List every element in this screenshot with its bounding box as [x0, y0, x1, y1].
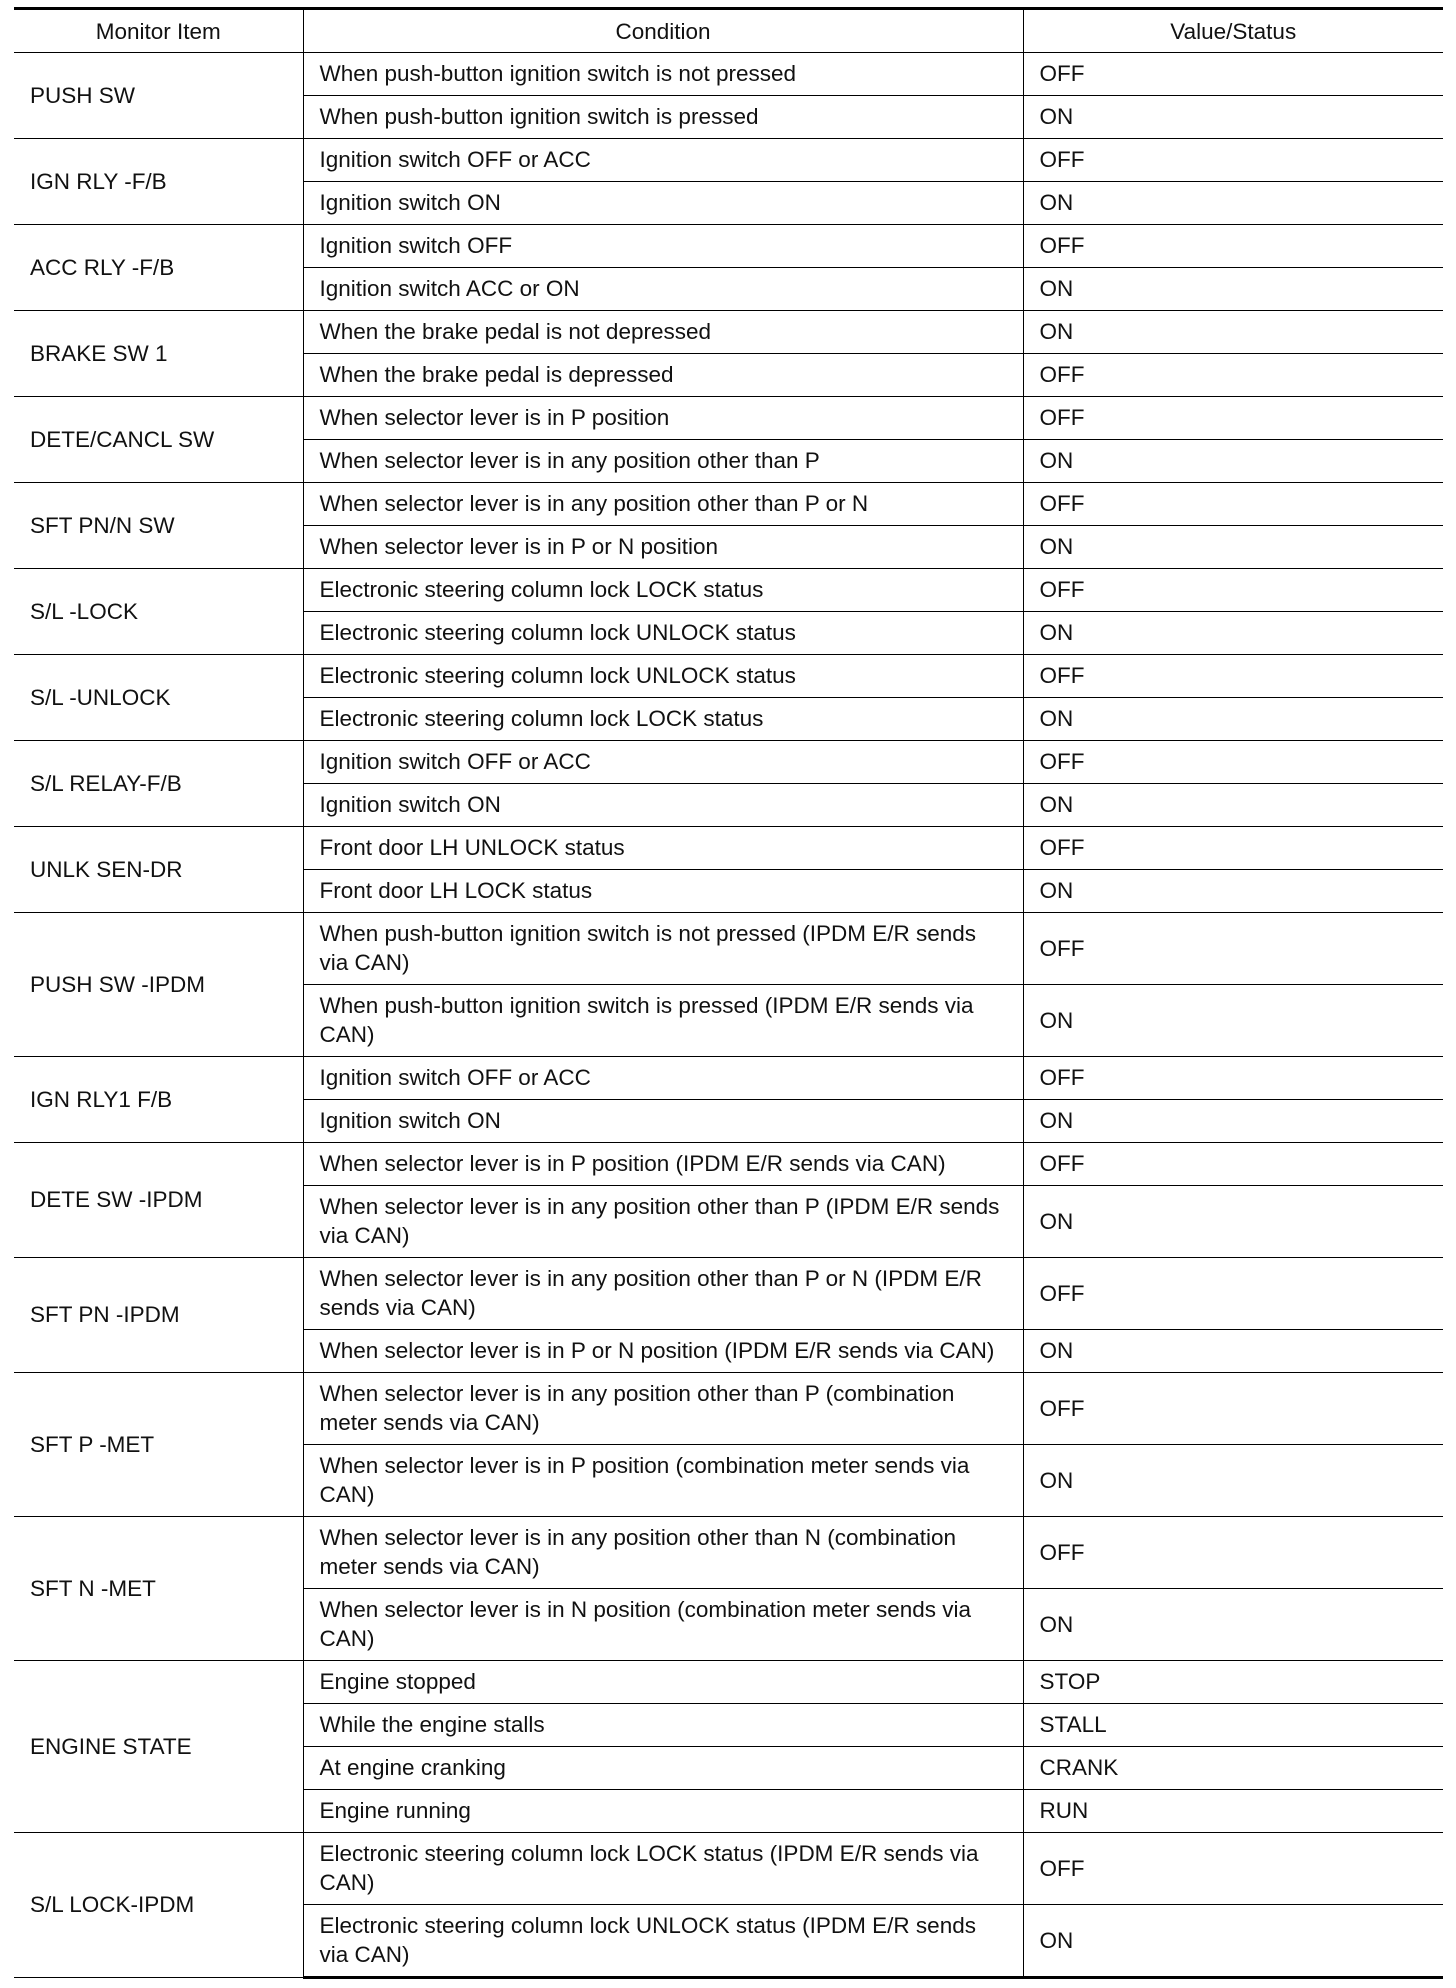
- monitor-item-cell: S/L RELAY-F/B: [14, 741, 303, 827]
- value-status-cell: ON: [1023, 440, 1443, 483]
- monitor-item-cell: IGN RLY1 F/B: [14, 1057, 303, 1143]
- condition-cell: Electronic steering column lock UNLOCK status: [303, 655, 1023, 698]
- condition-cell: Ignition switch ON: [303, 1100, 1023, 1143]
- value-status-cell: ON: [1023, 612, 1443, 655]
- value-status-cell: OFF: [1023, 827, 1443, 870]
- condition-cell: Ignition switch OFF or ACC: [303, 1057, 1023, 1100]
- monitor-item-cell: SFT N -MET: [14, 1517, 303, 1661]
- condition-cell: When selector lever is in any position other than P: [303, 440, 1023, 483]
- condition-cell: Front door LH UNLOCK status: [303, 827, 1023, 870]
- condition-cell: When selector lever is in P position (combination meter sends via CAN): [303, 1445, 1023, 1517]
- monitor-item-cell: IGN RLY -F/B: [14, 139, 303, 225]
- condition-cell: Electronic steering column lock UNLOCK status (IPDM E/R sends via CAN): [303, 1905, 1023, 1978]
- table-row: [14, 569, 1443, 612]
- condition-cell: When selector lever is in any position other than P (IPDM E/R sends via CAN): [303, 1186, 1023, 1258]
- value-status-cell: OFF: [1023, 1143, 1443, 1186]
- monitor-item-cell: PUSH SW -IPDM: [14, 913, 303, 1057]
- table-row: [14, 1661, 1443, 1704]
- condition-cell: When selector lever is in any position other than P or N: [303, 483, 1023, 526]
- condition-cell: Ignition switch OFF or ACC: [303, 741, 1023, 784]
- monitor-item-cell: ENGINE STATE: [14, 1661, 303, 1833]
- condition-cell: Electronic steering column lock LOCK status: [303, 698, 1023, 741]
- value-status-cell: ON: [1023, 1186, 1443, 1258]
- table-row: [14, 139, 1443, 182]
- table-row: [14, 741, 1443, 784]
- condition-cell: Engine running: [303, 1790, 1023, 1833]
- table-row: [14, 225, 1443, 268]
- monitor-item-table: [14, 7, 1443, 1979]
- value-status-cell: ON: [1023, 870, 1443, 913]
- condition-cell: At engine cranking: [303, 1747, 1023, 1790]
- table-row: [14, 483, 1443, 526]
- value-status-cell: ON: [1023, 268, 1443, 311]
- value-status-cell: OFF: [1023, 354, 1443, 397]
- monitor-item-cell: SFT PN/N SW: [14, 483, 303, 569]
- value-status-cell: ON: [1023, 1905, 1443, 1978]
- condition-cell: Front door LH LOCK status: [303, 870, 1023, 913]
- value-status-cell: OFF: [1023, 1833, 1443, 1905]
- value-status-cell: OFF: [1023, 225, 1443, 268]
- value-status-cell: RUN: [1023, 1790, 1443, 1833]
- condition-cell: Electronic steering column lock UNLOCK status: [303, 612, 1023, 655]
- condition-cell: When selector lever is in P or N position (IPDM E/R sends via CAN): [303, 1330, 1023, 1373]
- condition-cell: When the brake pedal is depressed: [303, 354, 1023, 397]
- value-status-cell: ON: [1023, 1445, 1443, 1517]
- condition-cell: When selector lever is in any position other than N (combination meter sends via CAN): [303, 1517, 1023, 1589]
- monitor-item-cell: ACC RLY -F/B: [14, 225, 303, 311]
- table-row: [14, 1373, 1443, 1445]
- table-row: [14, 311, 1443, 354]
- value-status-cell: OFF: [1023, 1258, 1443, 1330]
- monitor-item-cell: S/L -UNLOCK: [14, 655, 303, 741]
- condition-cell: When selector lever is in N position (combination meter sends via CAN): [303, 1589, 1023, 1661]
- value-status-cell: ON: [1023, 698, 1443, 741]
- condition-cell: When selector lever is in P position (IPDM E/R sends via CAN): [303, 1143, 1023, 1186]
- value-status-cell: ON: [1023, 1100, 1443, 1143]
- value-status-cell: ON: [1023, 1330, 1443, 1373]
- monitor-item-cell: SFT P -MET: [14, 1373, 303, 1517]
- condition-cell: Electronic steering column lock LOCK status (IPDM E/R sends via CAN): [303, 1833, 1023, 1905]
- monitor-item-cell: DETE SW -IPDM: [14, 1143, 303, 1258]
- condition-cell: When the brake pedal is not depressed: [303, 311, 1023, 354]
- monitor-table-container: [14, 7, 1443, 1979]
- header-value-status: Value/Status: [1023, 9, 1443, 53]
- condition-cell: When selector lever is in P or N position: [303, 526, 1023, 569]
- table-row: [14, 53, 1443, 96]
- value-status-cell: OFF: [1023, 53, 1443, 96]
- header-condition: Condition: [303, 9, 1023, 53]
- table-row: [14, 1258, 1443, 1330]
- table-row: [14, 913, 1443, 985]
- condition-cell: Engine stopped: [303, 1661, 1023, 1704]
- monitor-item-cell: S/L LOCK-IPDM: [14, 1833, 303, 1978]
- table-row: [14, 397, 1443, 440]
- condition-cell: While the engine stalls: [303, 1704, 1023, 1747]
- value-status-cell: OFF: [1023, 1517, 1443, 1589]
- value-status-cell: ON: [1023, 985, 1443, 1057]
- condition-cell: When push-button ignition switch is pressed (IPDM E/R sends via CAN): [303, 985, 1023, 1057]
- value-status-cell: ON: [1023, 784, 1443, 827]
- value-status-cell: ON: [1023, 96, 1443, 139]
- value-status-cell: STOP: [1023, 1661, 1443, 1704]
- condition-cell: When push-button ignition switch is not pressed (IPDM E/R sends via CAN): [303, 913, 1023, 985]
- condition-cell: Ignition switch ON: [303, 182, 1023, 225]
- value-status-cell: OFF: [1023, 913, 1443, 985]
- value-status-cell: OFF: [1023, 397, 1443, 440]
- value-status-cell: STALL: [1023, 1704, 1443, 1747]
- value-status-cell: ON: [1023, 311, 1443, 354]
- monitor-item-cell: DETE/CANCL SW: [14, 397, 303, 483]
- condition-cell: When push-button ignition switch is not pressed: [303, 53, 1023, 96]
- table-row: [14, 1143, 1443, 1186]
- condition-cell: Electronic steering column lock LOCK status: [303, 569, 1023, 612]
- table-row: [14, 1833, 1443, 1905]
- value-status-cell: OFF: [1023, 139, 1443, 182]
- value-status-cell: ON: [1023, 1589, 1443, 1661]
- value-status-cell: OFF: [1023, 655, 1443, 698]
- table-row: [14, 827, 1443, 870]
- condition-cell: Ignition switch ACC or ON: [303, 268, 1023, 311]
- value-status-cell: OFF: [1023, 569, 1443, 612]
- value-status-cell: OFF: [1023, 741, 1443, 784]
- monitor-item-cell: S/L -LOCK: [14, 569, 303, 655]
- table-body: [14, 53, 1443, 1978]
- value-status-cell: CRANK: [1023, 1747, 1443, 1790]
- condition-cell: When push-button ignition switch is pressed: [303, 96, 1023, 139]
- table-row: [14, 655, 1443, 698]
- table-row: [14, 1517, 1443, 1589]
- monitor-item-cell: PUSH SW: [14, 53, 303, 139]
- condition-cell: When selector lever is in P position: [303, 397, 1023, 440]
- condition-cell: When selector lever is in any position other than P (combination meter sends via CAN): [303, 1373, 1023, 1445]
- monitor-item-cell: UNLK SEN-DR: [14, 827, 303, 913]
- table-row: [14, 1057, 1443, 1100]
- value-status-cell: ON: [1023, 526, 1443, 569]
- condition-cell: When selector lever is in any position other than P or N (IPDM E/R sends via CAN): [303, 1258, 1023, 1330]
- monitor-item-cell: BRAKE SW 1: [14, 311, 303, 397]
- condition-cell: Ignition switch OFF: [303, 225, 1023, 268]
- value-status-cell: OFF: [1023, 1057, 1443, 1100]
- value-status-cell: OFF: [1023, 483, 1443, 526]
- condition-cell: Ignition switch OFF or ACC: [303, 139, 1023, 182]
- header-monitor-item: Monitor Item: [14, 9, 303, 53]
- table-header-row: [14, 9, 1443, 53]
- condition-cell: Ignition switch ON: [303, 784, 1023, 827]
- monitor-item-cell: SFT PN -IPDM: [14, 1258, 303, 1373]
- value-status-cell: OFF: [1023, 1373, 1443, 1445]
- value-status-cell: ON: [1023, 182, 1443, 225]
